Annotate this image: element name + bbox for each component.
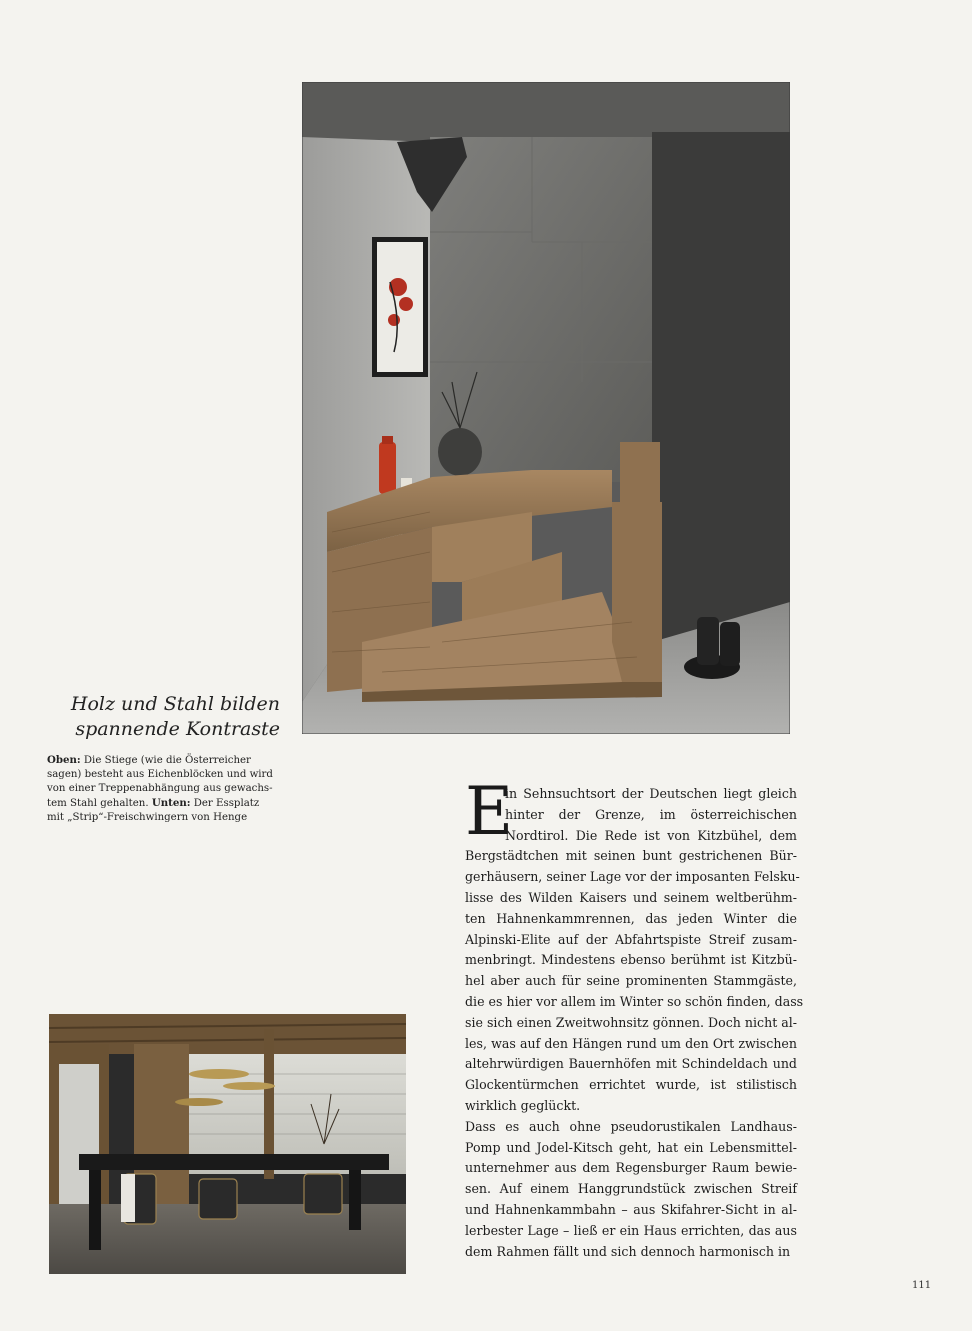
- article-line: sie sich einen Zweitwohnsitz gönnen. Doch nicht al-: [465, 1014, 798, 1030]
- article-line: Pomp und Jodel-Kitsch geht, hat ein Lebensmittel-: [465, 1139, 797, 1155]
- article-line: die es hier vor allem im Winter so schön finden, dass: [465, 993, 804, 1009]
- caption-text: von einer Treppenabhängung aus gewachs-: [47, 783, 273, 794]
- caption-line: [47, 796, 283, 811]
- article-line: unternehmer aus dem Regensburger Raum bewie-: [465, 1160, 797, 1176]
- caption-text: sagen) besteht aus Eichenblöcken und wird: [47, 769, 273, 780]
- caption-line: [47, 811, 283, 825]
- article-body: [465, 773, 804, 1262]
- drop-cap: E: [465, 773, 514, 850]
- caption-text: Die Stiege (wie die Österreicher: [80, 755, 251, 766]
- article-line: ten Hahnenkammrennen, das jeden Winter die: [465, 910, 797, 926]
- article-line: sen. Auf einem Hanggrundstück zwischen Streif: [465, 1181, 797, 1197]
- staircase-photo: [302, 82, 790, 734]
- article-line: und Hahnenkammbahn – aus Skifahrer-Sicht in al-: [465, 1201, 797, 1217]
- article-line: Bergstädtchen mit seinen bunt gestrichenen Bür-: [465, 848, 797, 864]
- article-line: Glockentürmchen errichtet wurde, ist stilistisch: [465, 1077, 797, 1093]
- article-line: wirklich geglückt.: [465, 1097, 581, 1113]
- article-line: hinter der Grenze, im österreichischen: [505, 806, 797, 822]
- headline-line-1: Holz und Stahl bilden: [70, 693, 280, 715]
- caption-line: [47, 768, 283, 782]
- article-line: lerbester Lage – ließ er ein Haus errichten, das aus: [465, 1222, 797, 1238]
- photo-headline: [40, 692, 280, 742]
- article-line: menbringt. Mindestens ebenso berühmt ist Kitzbü-: [465, 952, 797, 968]
- caption-text: Der Essplatz: [190, 798, 260, 809]
- caption-label: Unten:: [151, 797, 191, 809]
- article-line: altehrwürdigen Bauernhöfen mit Schindeldach und: [465, 1056, 797, 1072]
- caption-label: Oben:: [47, 754, 81, 766]
- article-line: in Sehnsuchtsort der Deutschen liegt gleich: [505, 786, 797, 801]
- article-line: Alpinski-Elite auf der Abfahrtspiste Streif zusam-: [465, 931, 797, 947]
- article-line: hel aber auch für seine prominenten Stammgäste,: [465, 973, 797, 989]
- article-line: Nordtirol. Die Rede ist von Kitzbühel, dem: [505, 827, 797, 843]
- dining-area-photo: [49, 1014, 406, 1274]
- caption-line: [47, 782, 283, 796]
- headline-line-2: spannende Kontraste: [75, 718, 280, 740]
- photo-caption: [47, 753, 283, 825]
- article-line: Dass es auch ohne pseudorustikalen Landhaus-: [465, 1118, 797, 1134]
- article-line: gerhäusern, seiner Lage vor der imposanten Felsku-: [465, 869, 800, 885]
- caption-text: tem Stahl gehalten.: [47, 798, 152, 809]
- caption-text: mit „Strip“-Freischwingern von Henge: [47, 812, 248, 823]
- page-number: 111: [912, 1280, 932, 1291]
- caption-line: [47, 753, 283, 768]
- article-line: dem Rahmen fällt und sich dennoch harmonisch in: [465, 1243, 791, 1259]
- article-line: les, was auf den Hängen rund um den Ort zwischen: [465, 1035, 797, 1051]
- article-line: lisse des Wilden Kaisers und seinem weltberühm-: [465, 889, 797, 905]
